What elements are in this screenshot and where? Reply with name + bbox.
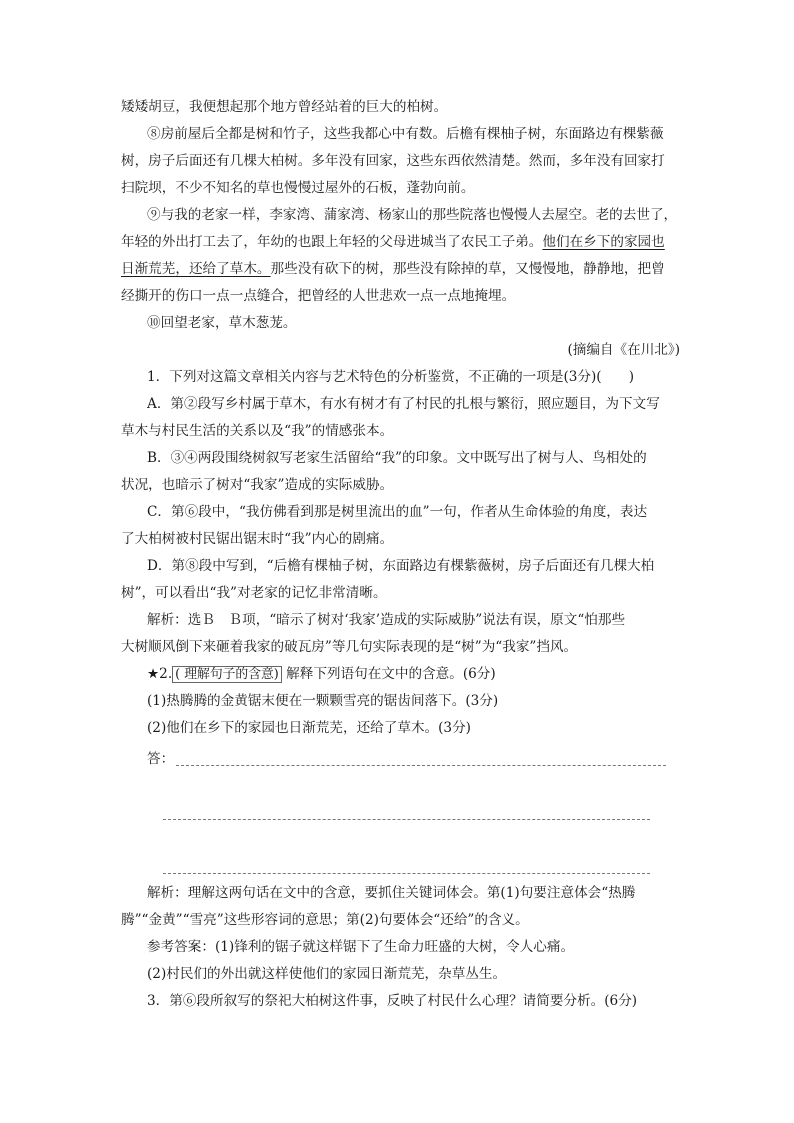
option-c: C．第⑥段中，“我仿佛看到那是树里流出的血”一句，作者从生命体验的角度，表达	[147, 504, 648, 520]
option-d: D．第⑧段中写到，“后檐有棵柚子树，东面路边有棵紫薇树，房子后面还有几棵大柏	[147, 558, 655, 574]
answer-line[interactable]	[176, 765, 666, 766]
option-b: B．③④两段围绕树叙写老家生活留给“我”的印象。文中既写出了树与人、鸟相处的	[147, 450, 647, 466]
answer-label: 答：	[147, 751, 175, 767]
analysis-2: 解析：理解这两句话在文中的含意，要抓住关键词体会。第(1)句要注意体会“热腾	[147, 885, 636, 901]
text-line: 了大柏树被村民锯出锯末时“我”内心的剧痛。	[121, 531, 394, 547]
text-line: 树”，可以看出“我”对老家的记忆非常清晰。	[121, 585, 387, 601]
underlined-sentence: 日渐荒芜，还给了草木。	[121, 261, 271, 277]
question-tag: ( 理解句子的含意)	[172, 666, 282, 683]
text-line: 腾”“金黄”“雪亮”这些形容词的意思；第(2)句要体会“还给”的含义。	[121, 912, 529, 928]
text-line: 扫院坝，不少不知名的草也慢慢过屋外的石板，蓬勃向前。	[121, 180, 475, 196]
paragraph-8: ⑧房前屋后全都是树和竹子，这些我都心中有数。后檐有棵柚子树，东面路边有棵紫薇	[147, 126, 664, 142]
question-2	[147, 665, 681, 684]
text-line	[121, 260, 681, 278]
underlined-sentence: 他们在乡下的家园也	[542, 234, 665, 250]
text-line	[121, 233, 681, 251]
text-line: 大树顺风倒下来砸着我家的破瓦房”等几句实际表现的是“树”为“我家”挡风。	[121, 639, 578, 655]
paragraph-10: ⑩回望老家，草木葱茏。	[147, 315, 297, 331]
option-a: A．第②段写乡村属于草木，有水有树才有了村民的扎根与繁衍，照应题目，为下文写	[147, 396, 660, 412]
text-line: 状况，也暗示了树对“我家”造成的实际威胁。	[121, 477, 394, 493]
text-segment: 解释下列语句在文中的含意。(6分)	[281, 666, 496, 682]
question-1: 1．下列对这篇文章相关内容与艺术特色的分析鉴赏，不正确的一项是(3分)( )	[147, 369, 635, 385]
sub-question-1: (1)热腾腾的金黄锯末便在一颗颗雪亮的锯齿间落下。(3分)	[147, 693, 499, 709]
star-marker: ★2.	[147, 666, 173, 682]
paragraph-9: ⑨与我的老家一样，李家湾、蒲家湾、杨家山的那些院落也慢慢人去屋空。老的去世了，	[147, 207, 678, 223]
text-line: (2)村民们的外出就这样使他们的家园日渐荒芜，杂草丛生。	[147, 966, 507, 982]
question-3: 3．第⑥段所叙写的祭祀大柏树这件事，反映了村民什么心理？请简要分析。(6分)	[147, 993, 638, 1009]
text-line: 树，房子后面还有几棵大柏树。多年没有回家，这些东西依然清楚。然而，多年没有回家打	[121, 153, 665, 169]
answer-line[interactable]	[163, 819, 650, 820]
analysis-1: 解析：选Ｂ Ｂ项，“暗示了树对‘我家’造成的实际威胁”说法有误，原文“怕那些	[147, 612, 626, 628]
answer-line[interactable]	[163, 873, 650, 874]
text-segment: 那些没有砍下的树，那些没有除掉的草，又慢慢地，静静地，把曾	[270, 261, 665, 277]
reference-answer: 参考答案：(1)锋利的锯子就这样锯下了生命力旺盛的大树，令人心痛。	[147, 939, 575, 955]
text-line: 草木与村民生活的关系以及“我”的情感张本。	[121, 423, 394, 439]
text-line: 经撕开的伤口一点一点缝合，把曾经的人世悲欢一点一点地掩埋。	[121, 288, 516, 304]
sub-question-2: (2)他们在乡下的家园也日渐荒芜，还给了草木。(3分)	[147, 720, 471, 736]
text-segment: 年轻的外出打工去了，年幼的也跟上年轻的父母进城当了农民工子弟。	[121, 234, 543, 250]
source-citation: (摘编自《在川北》)	[567, 342, 680, 358]
text-line: 矮矮胡豆，我便想起那个地方曾经站着的巨大的柏树。	[121, 99, 448, 115]
